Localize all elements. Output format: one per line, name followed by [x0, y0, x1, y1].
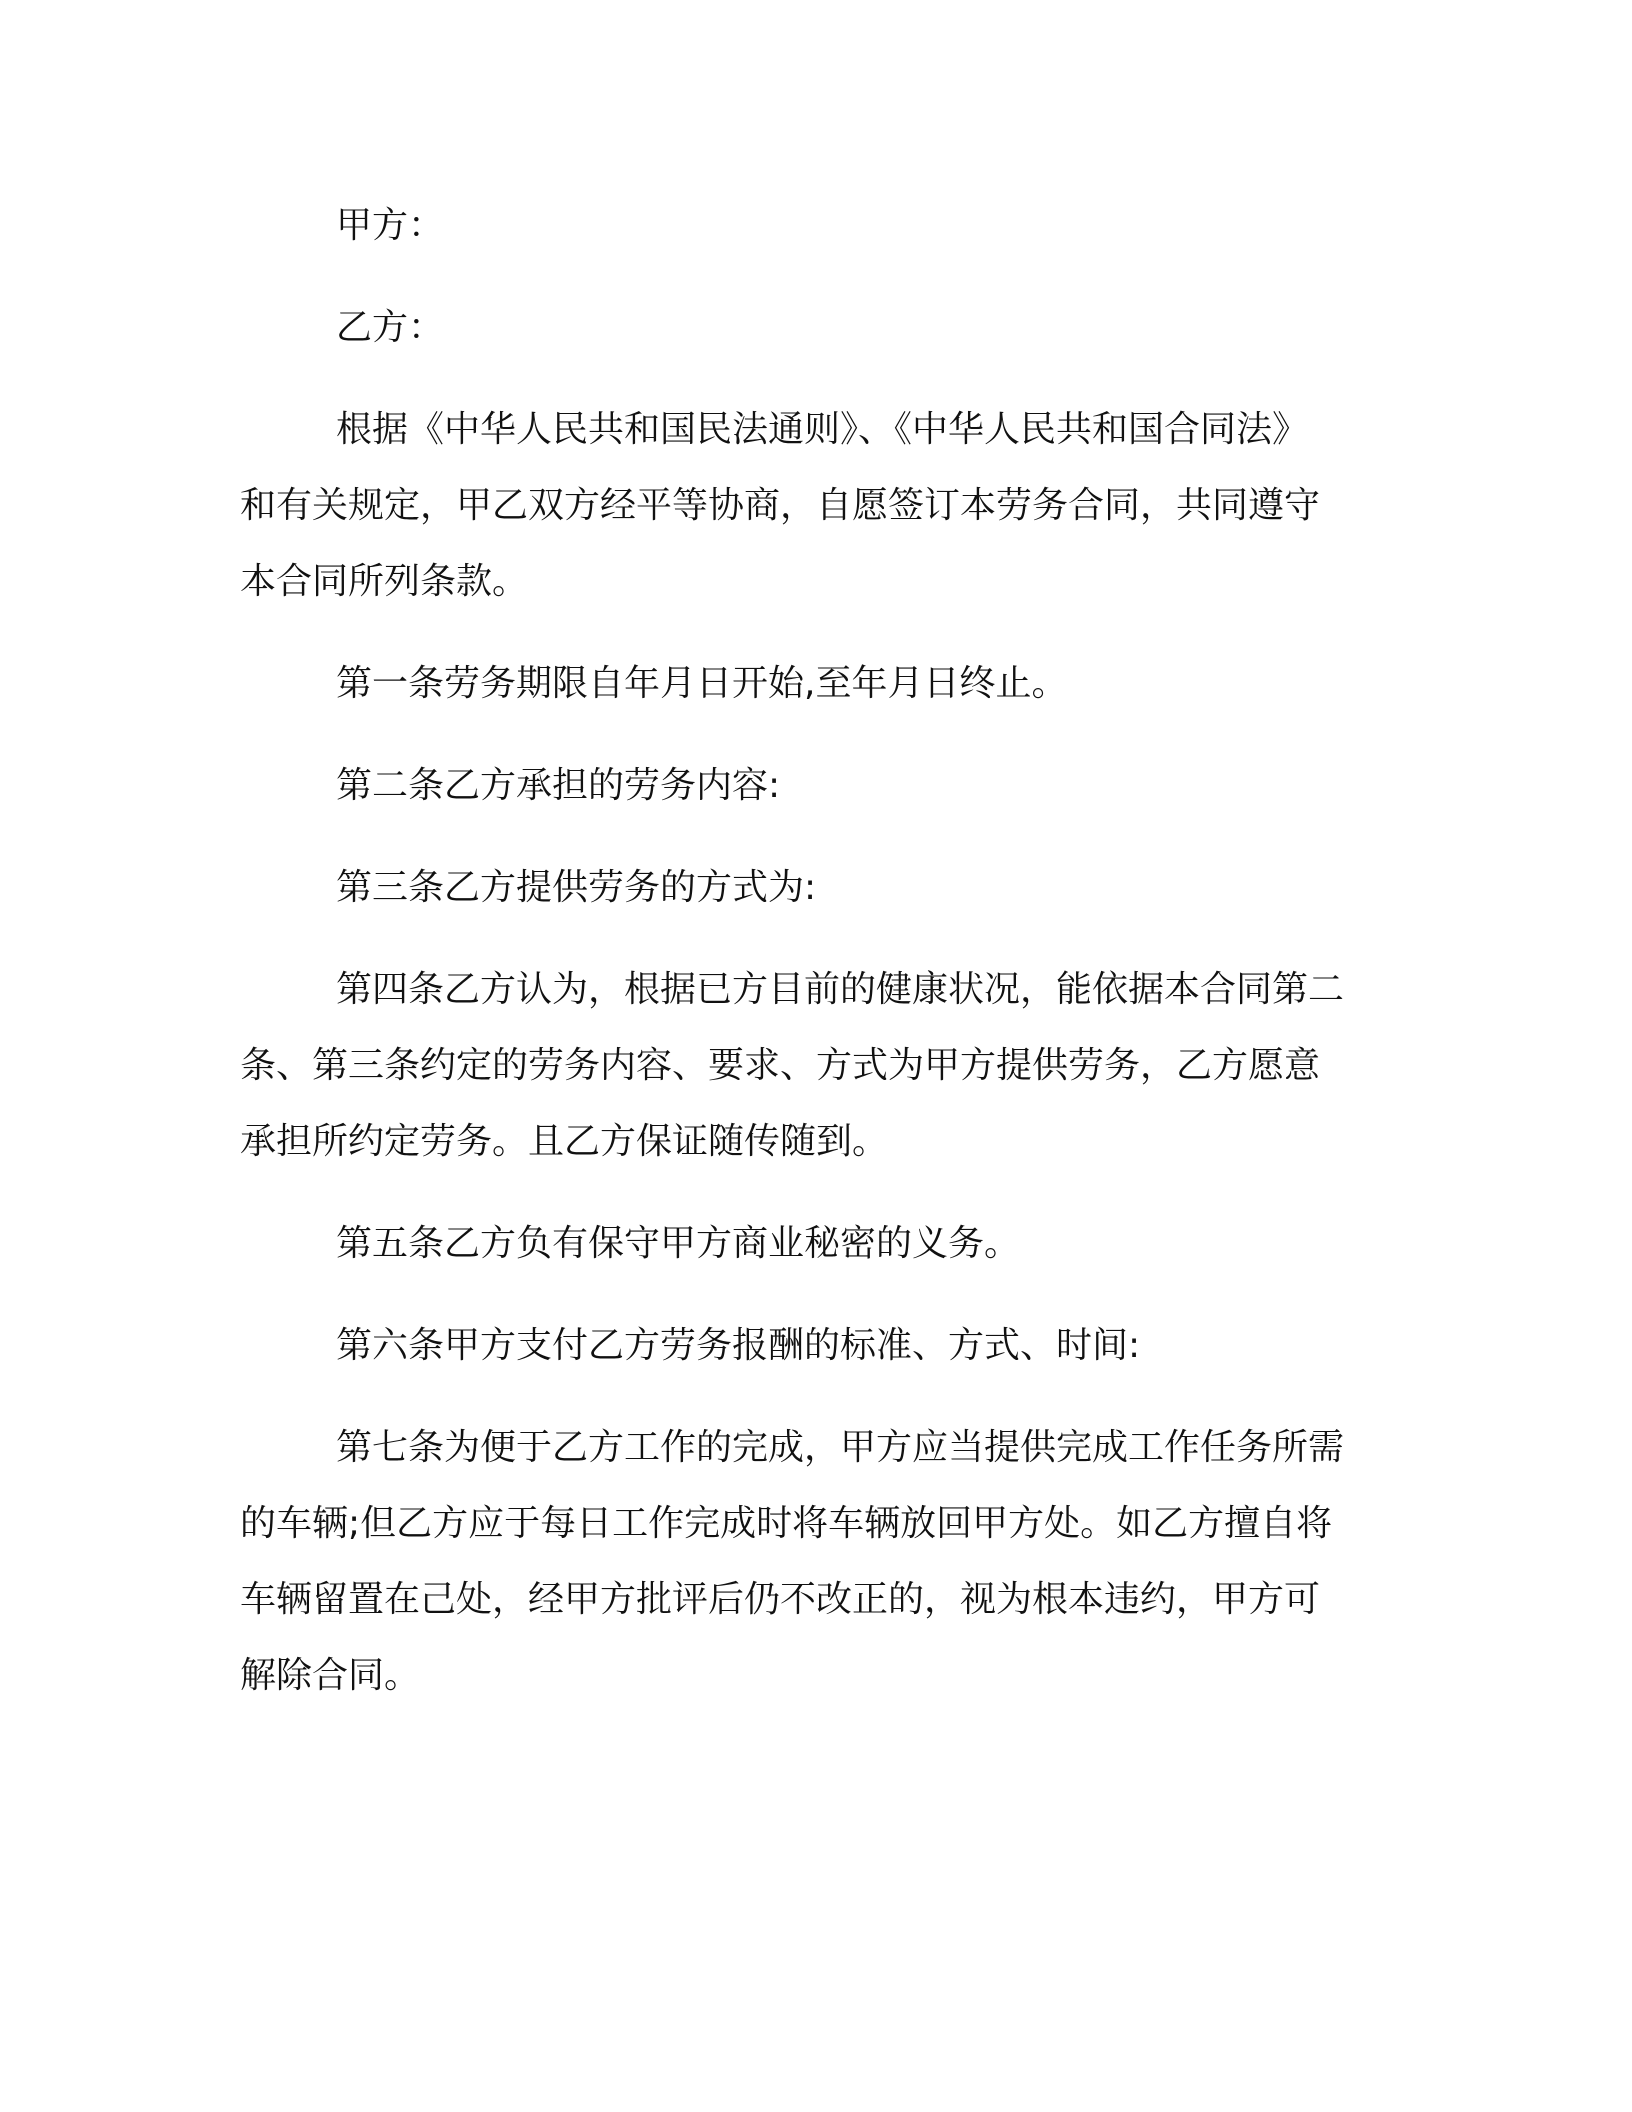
- article-4-paragraph: 第四条乙方认为，根据已方目前的健康状况，能依据本合同第二 条、第三条约定的劳务内容、要求、方式为甲方提供劳务，乙方愿意 承担所约定劳务。且乙方保证随传随到。: [240, 969, 1345, 1162]
- article-7-paragraph: 第七条为便于乙方工作的完成，甲方应当提供完成工作任务所需 的车辆;但乙方应于每日工作完成时将车辆放回甲方处。如乙方擅自将 车辆留置在己处，经甲方批评后仍不改正的，视为根本违约，甲方可 解除合同。: [240, 1427, 1345, 1696]
- preamble-paragraph: 根据《中华人民共和国民法通则》、《中华人民共和国合同法》 和有关规定，甲乙双方经平等协商，自愿签订本劳务合同，共同遵守 本合同所列条款。: [240, 409, 1321, 602]
- article-6-paragraph: 第六条甲方支付乙方劳务报酬的标准、方式、时间:: [336, 1325, 1141, 1366]
- contract-body: [240, 188, 1390, 1740]
- party-b-line: 乙方：: [336, 307, 445, 348]
- article-5-paragraph: 第五条乙方负有保守甲方商业秘密的义务。: [336, 1223, 1021, 1264]
- article-3-paragraph: 第三条乙方提供劳务的方式为:: [336, 867, 817, 908]
- party-a-line: 甲方：: [336, 205, 445, 246]
- article-1-paragraph: 第一条劳务期限自年月日开始,至年月日终止。: [336, 663, 1068, 704]
- article-2-paragraph: 第二条乙方承担的劳务内容:: [336, 765, 781, 806]
